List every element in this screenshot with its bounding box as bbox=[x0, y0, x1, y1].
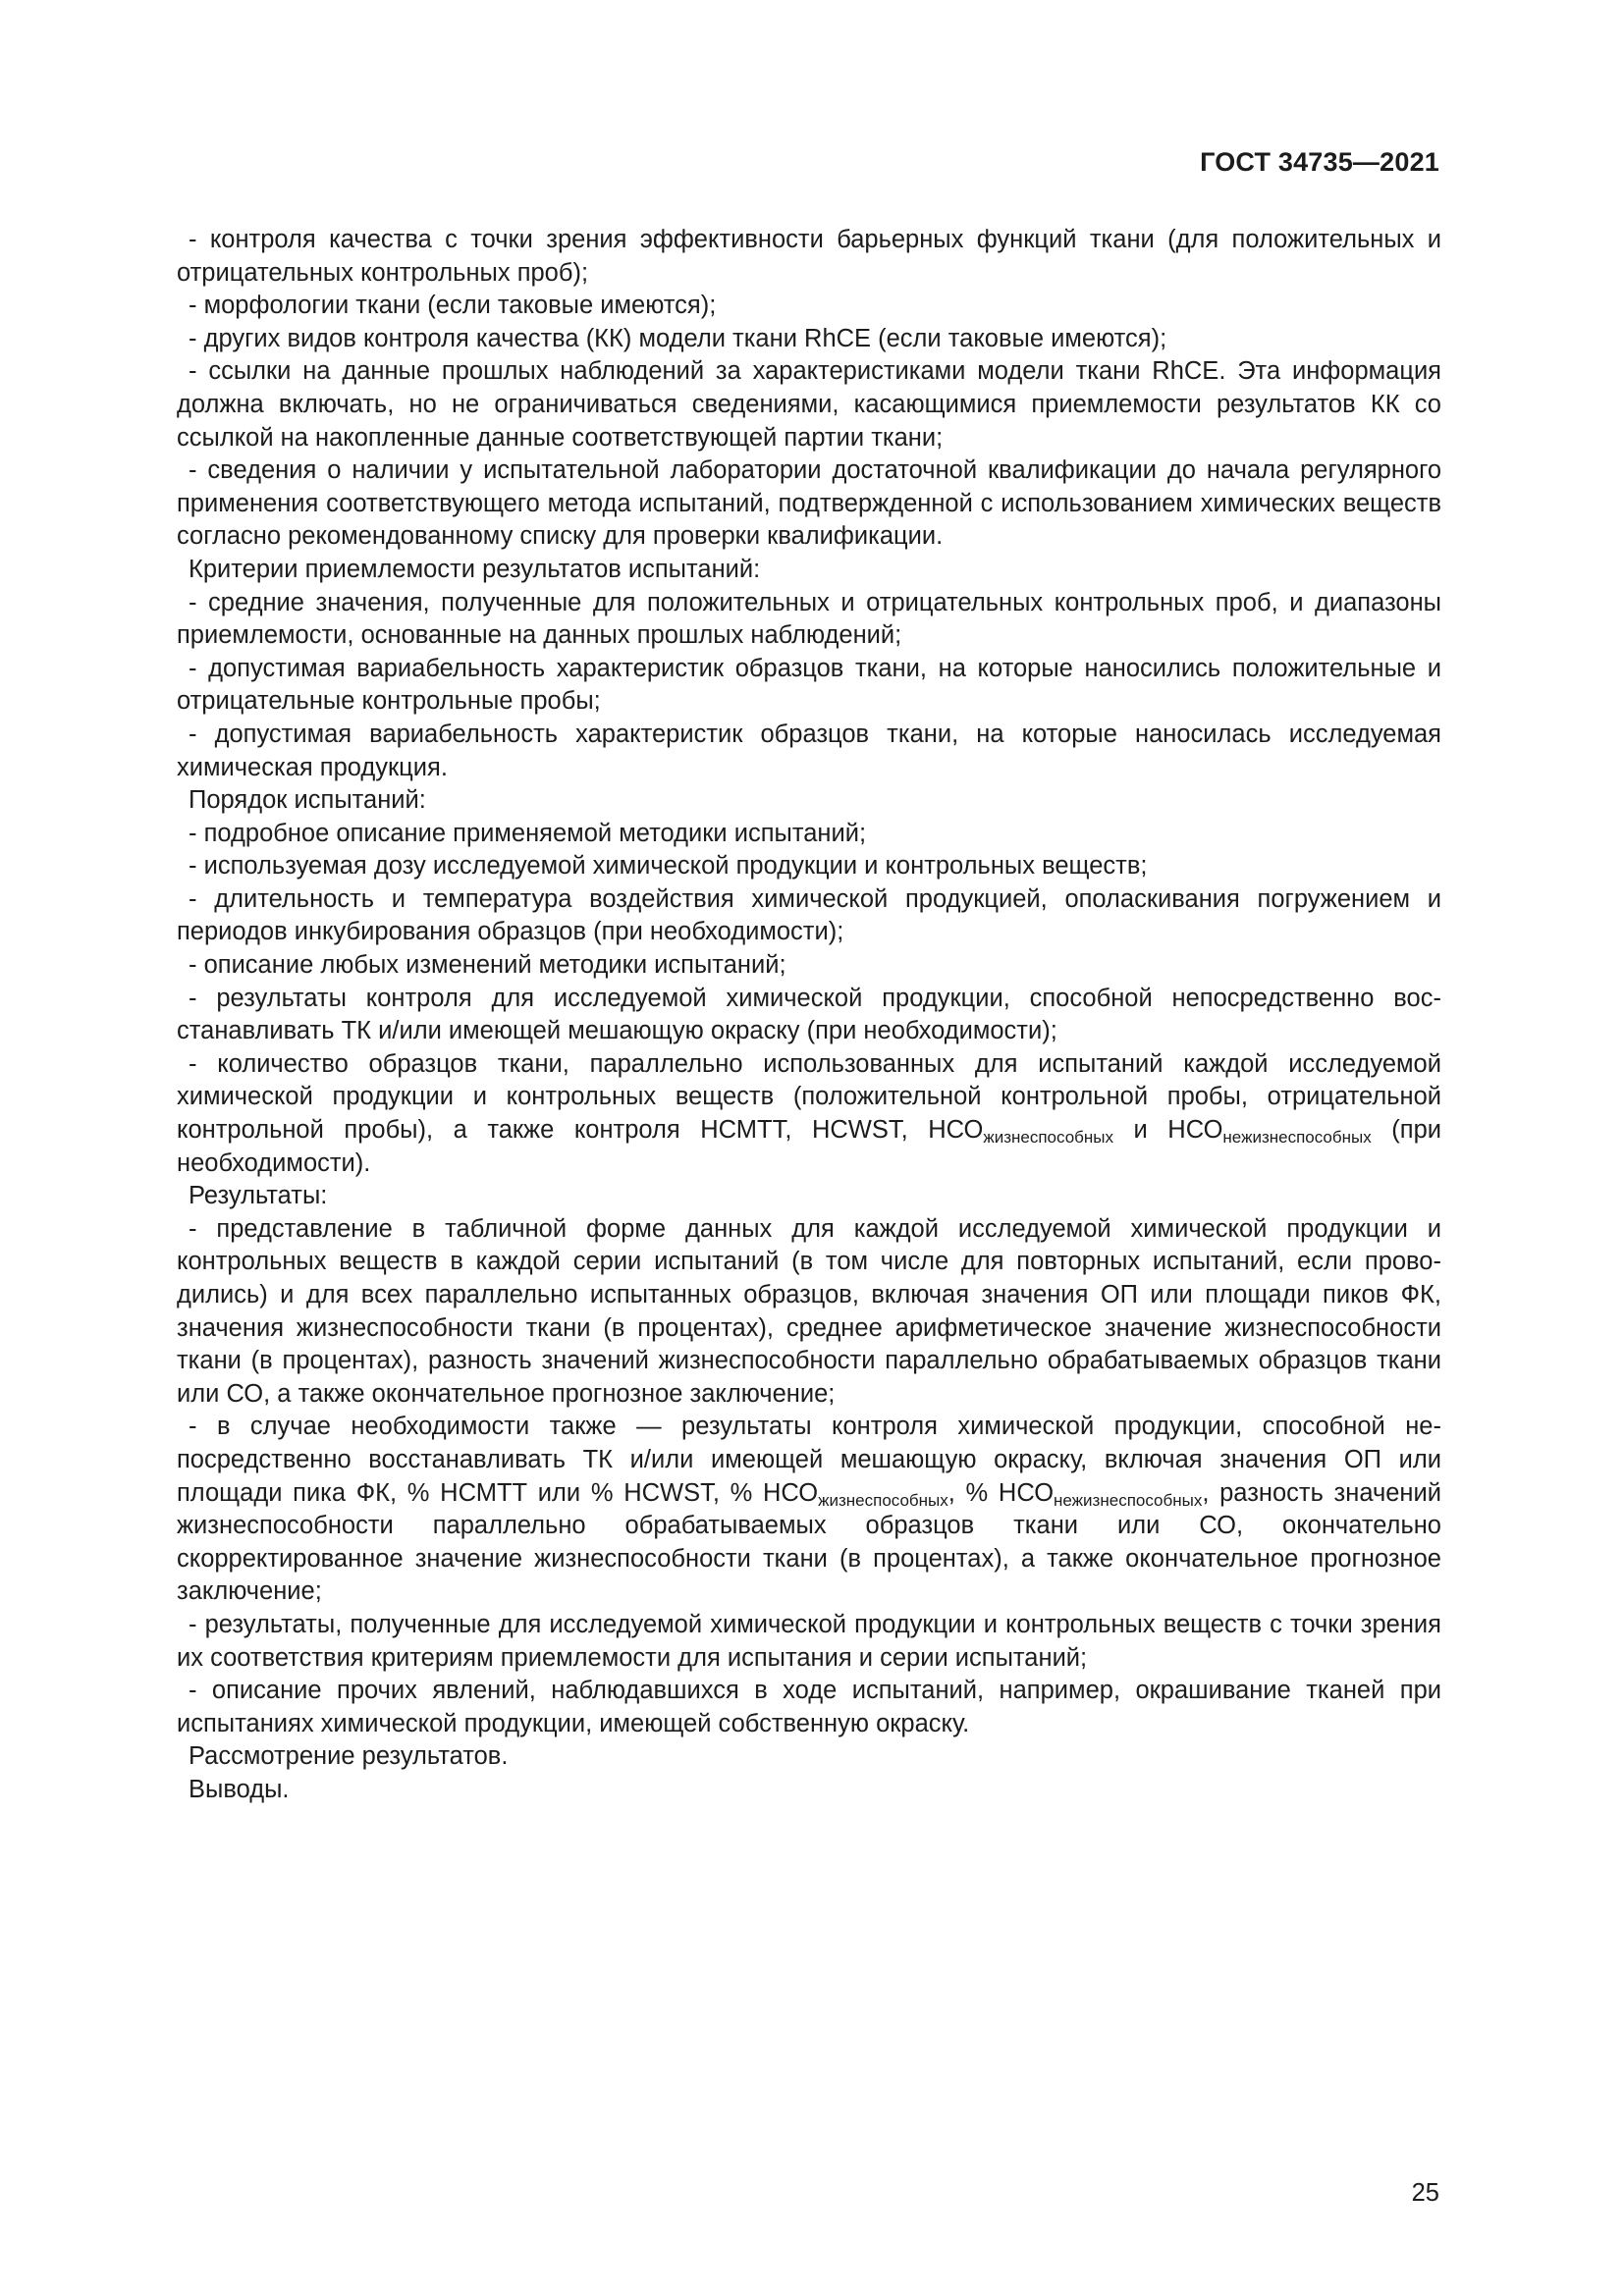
document-body bbox=[177, 224, 1441, 1807]
paragraph bbox=[177, 1048, 1441, 1180]
paragraph bbox=[177, 355, 1441, 454]
text-segment: и НСО bbox=[1113, 1116, 1223, 1145]
subscript: жизнеспособных bbox=[818, 1490, 948, 1510]
paragraph bbox=[177, 850, 1441, 883]
text-segment: - описание любых изменений методики испытаний; bbox=[189, 951, 786, 980]
paragraph bbox=[177, 1213, 1441, 1412]
text-segment: - других видов контроля качества (КК) модели ткани RhCE (если таковые имеются); bbox=[189, 324, 1167, 352]
text-segment: - результаты, полученные для исследуемой химической продукции и контрольных веществ с точки зрения их соответствия критериям приемлемости для испытания и серии испытаний; bbox=[177, 1610, 1441, 1672]
paragraph bbox=[177, 1411, 1441, 1609]
text-segment: - ссылки на данные прошлых наблюдений за характеристиками модели ткани RhCE. Эта информация должна включать, но не ограничиваться сведениями, касающимися приемлемости результатов КК со ссылкой на накопленные данные соответствующей партии ткани; bbox=[177, 357, 1441, 452]
text-segment: - длительность и температура воздействия химической продукцией, ополаскивания погружением и периодов инкубирования образцов (при необходимости); bbox=[177, 884, 1441, 946]
text-segment: - средние значения, полученные для положительных и отрицательных контрольных проб, и диапазоны приемлемости, основанные на данных прошлых наблюдений; bbox=[177, 588, 1441, 650]
text-segment: - допустимая вариабельность характеристик образцов ткани, на которые наносились положительные и отрицательные контрольные пробы; bbox=[177, 654, 1441, 716]
text-segment: - контроля качества с точки зрения эффективности барьерных функций ткани (для положительных и отрицательных контрольных проб); bbox=[177, 226, 1441, 287]
paragraph bbox=[177, 587, 1441, 653]
paragraph bbox=[177, 1180, 1441, 1213]
text-segment: - представление в табличной форме данных для каждой исследуемой химической продукции и контрольных веществ в каждой серии испытаний (в том числе для повторных испытаний, если проводились) и для всех параллельно испытанных образцов, включая значения ОП или площади пиков ФК, значения жизнеспособности ткани (в процентах), среднее арифметическое значение жизнеспособности ткани (в процентах), разность значений жизнеспособности параллельно обрабатываемых образцов ткани или СО, а также окончательное прогнозное заключение; bbox=[177, 1214, 1441, 1408]
text-segment: (при необходимости). bbox=[177, 1116, 1441, 1177]
text-segment: - в случае необходимости также — результаты контроля химической продукции, способной непосредственно восстанавливать ТК и/или имеющей мешающую окраску, включая значения ОП или площади пика ФК, % НСМТТ или % HCWST, % НСО bbox=[177, 1413, 1441, 1507]
paragraph bbox=[177, 1740, 1441, 1774]
paragraph bbox=[177, 323, 1441, 356]
text-segment: Порядок испытаний: bbox=[189, 786, 426, 815]
paragraph bbox=[177, 719, 1441, 784]
text-segment: - допустимая вариабельность характеристик образцов ткани, на которые наносилась исследуемая химическая продукция. bbox=[177, 720, 1441, 781]
paragraph bbox=[177, 554, 1441, 587]
paragraph bbox=[177, 883, 1441, 949]
text-segment: , % НСО bbox=[947, 1478, 1055, 1507]
paragraph bbox=[177, 224, 1441, 290]
text-segment: Рассмотрение результатов. bbox=[189, 1742, 509, 1771]
paragraph bbox=[177, 454, 1441, 554]
text-segment: - результаты контроля для исследуемой химической продукции, способной непосредственно восстанавливать ТК и/или имеющей мешающую окраску (при необходимости); bbox=[177, 984, 1441, 1045]
text-segment: - сведения о наличии у испытательной лаборатории достаточной квалификации до начала регулярного применения соответствующего метода испытаний, подтвержденной с использованием химических веществ согласно рекомендованному списку для проверки квалификации. bbox=[177, 456, 1441, 551]
text-segment: - количество образцов ткани, параллельно использованных для испытаний каждой исследуемой химической продукции и контрольных веществ (положительной контрольной пробы, отрицательной контрольной пробы), а также контроля НСМТТ, HCWST, НСО bbox=[177, 1049, 1441, 1145]
paragraph bbox=[177, 818, 1441, 851]
text-segment: Критерии приемлемости результатов испытаний: bbox=[189, 555, 761, 583]
paragraph bbox=[177, 1774, 1441, 1807]
subscript: нежизнеспособных bbox=[1054, 1490, 1203, 1510]
paragraph bbox=[177, 1609, 1441, 1675]
paragraph bbox=[177, 983, 1441, 1048]
text-segment: - используемая дозу исследуемой химической продукции и контрольных веществ; bbox=[189, 852, 1148, 881]
text-segment: Результаты: bbox=[189, 1182, 328, 1210]
text-segment: - морфологии ткани (если таковые имеются); bbox=[189, 292, 717, 320]
paragraph bbox=[177, 949, 1441, 983]
page-number: 25 bbox=[1411, 2179, 1439, 2207]
document-header: ГОСТ 34735—2021 bbox=[1200, 147, 1439, 177]
text-segment: Выводы. bbox=[189, 1775, 290, 1803]
subscript: жизнеспособных bbox=[983, 1128, 1113, 1148]
text-segment: - описание прочих явлений, наблюдавшихся в ходе испытаний, например, окрашивание тканей при испытаниях химической продукции, имеющей собственную окраску. bbox=[177, 1677, 1441, 1737]
text-segment: , разность значений жизнеспособности параллельно обрабатываемых образцов ткани или СО, окончательно скорректированное значение жизнеспособности ткани (в процентах), а также окончательное прогнозное заключение; bbox=[177, 1478, 1441, 1606]
paragraph bbox=[177, 784, 1441, 818]
paragraph bbox=[177, 1675, 1441, 1740]
paragraph bbox=[177, 290, 1441, 323]
subscript: нежизнеспособных bbox=[1222, 1128, 1372, 1148]
paragraph bbox=[177, 653, 1441, 719]
text-segment: - подробное описание применяемой методики испытаний; bbox=[189, 819, 867, 847]
